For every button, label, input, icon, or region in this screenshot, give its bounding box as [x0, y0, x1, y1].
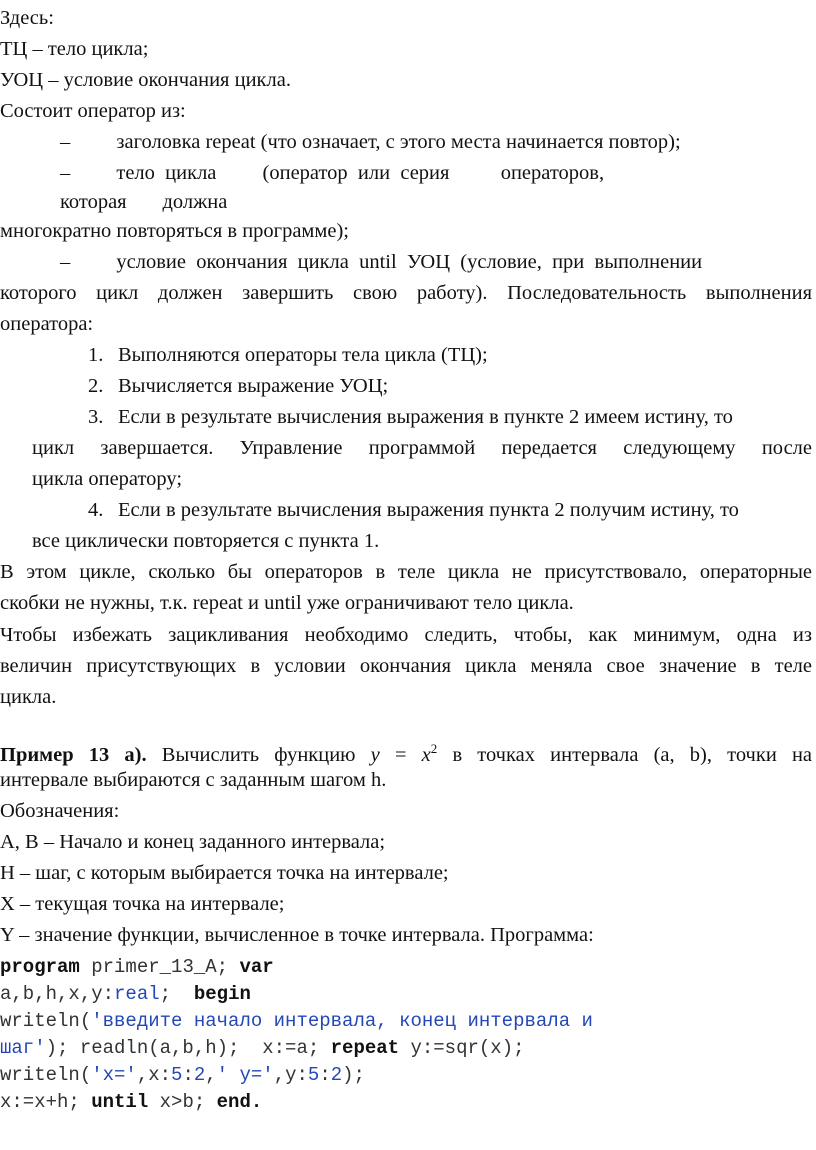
- code-writeln-2: writeln(: [0, 1064, 92, 1086]
- code-num-2: 2: [193, 1064, 206, 1086]
- intro-line-4: Состоит оператор из:: [0, 100, 186, 122]
- step-1-text: Выполняются операторы тела цикла (ТЦ);: [118, 344, 488, 366]
- para1-line-1: В этом цикле, сколько бы операторов в теле цикла не присутствовало, операторные: [0, 561, 812, 583]
- dash-item-body-3: многократно повторяться в программе);: [0, 220, 349, 242]
- notation-title: Обозначения:: [0, 800, 120, 822]
- step-4-text-2: все циклически повторяется с пункта 1.: [32, 530, 380, 552]
- step-3-number: 3.: [88, 406, 104, 428]
- dash-item-body-2: которая должна: [60, 191, 228, 213]
- code-colon-1: :: [182, 1064, 194, 1086]
- step-2-text: Вычисляется выражение УОЦ;: [118, 375, 389, 397]
- formula-x: x: [421, 743, 431, 766]
- para2-line-3: цикла.: [0, 686, 57, 708]
- code-line-6: [0, 1088, 262, 1116]
- example-label: Пример 13 а).: [0, 743, 147, 766]
- example-line-1: [0, 735, 812, 769]
- step-4-text-1: Если в результате вычисления выражения пункта 2 получим истину, то: [118, 499, 739, 521]
- code-string-y: ' y=': [216, 1064, 274, 1086]
- dash-item-until-1: – условие окончания цикла until УОЦ (условие, при выполнении: [60, 251, 703, 273]
- code-keyword-begin: begin: [193, 983, 251, 1005]
- code-line-1: [0, 953, 274, 981]
- code-sep: ;: [159, 983, 194, 1005]
- code-string-prompt-1: 'введите начало интервала, конец интервала и: [91, 1010, 593, 1032]
- code-string-prompt-2: шаг': [0, 1037, 46, 1059]
- example-text-a: Вычислить функцию: [146, 743, 371, 766]
- notation-item-h: H – шаг, с которым выбирается точка на интервале;: [0, 862, 449, 884]
- step-2-number: 2.: [88, 375, 104, 397]
- step-1-number: 1.: [88, 344, 104, 366]
- code-keyword-end: end: [216, 1091, 251, 1113]
- code-keyword-repeat: repeat: [330, 1037, 400, 1059]
- formula-y: y: [370, 743, 380, 766]
- code-close-paren: );: [342, 1064, 365, 1086]
- code-line-5: [0, 1061, 365, 1089]
- dash-item-until-3: оператора:: [0, 313, 94, 335]
- code-string-x: 'x=': [91, 1064, 137, 1086]
- code-type-real: real: [114, 983, 160, 1005]
- example-text-b: в точках интервала (a, b), точки на: [437, 743, 813, 766]
- notation-item-y: Y – значение функции, вычисленное в точке интервала. Программа:: [0, 924, 594, 946]
- code-line-2: [0, 980, 251, 1008]
- code-sqr: y:=sqr(x);: [399, 1037, 525, 1059]
- dash-item-header: – заголовка repeat (что означает, с этого места начинается повтор);: [60, 131, 681, 153]
- code-program-name: primer_13_A;: [79, 956, 240, 978]
- code-keyword-until: until: [91, 1091, 149, 1113]
- code-condition: x>b;: [148, 1091, 217, 1113]
- intro-line-2: ТЦ – тело цикла;: [0, 38, 149, 60]
- example-line-2: интервале выбираются с заданным шагом h.: [0, 769, 387, 791]
- code-line-4: [0, 1034, 525, 1062]
- code-var-list: a,b,h,x,y:: [0, 983, 115, 1005]
- intro-line-1: Здесь:: [0, 7, 54, 29]
- code-comma: ,: [205, 1064, 217, 1086]
- code-keyword-var: var: [239, 956, 274, 978]
- code-fmt-x: ,x:: [136, 1064, 172, 1086]
- step-3-text-2: цикл завершается. Управление программой передается следующему после: [32, 437, 812, 459]
- code-line-3: [0, 1007, 593, 1035]
- para2-line-1: Чтобы избежать зацикливания необходимо следить, чтобы, как минимум, одна из: [0, 624, 812, 646]
- formula-exponent: 2: [430, 741, 438, 756]
- step-3-text-1: Если в результате вычисления выражения в пункте 2 имеем истину, то: [118, 406, 733, 428]
- formula-eq: =: [379, 743, 422, 766]
- dash-item-body-1: – тело цикла (оператор или серия операторов,: [60, 162, 605, 184]
- para1-line-2: скобки не нужны, т.к. repeat и until уже ограничивают тело цикла.: [0, 592, 574, 614]
- code-keyword-program: program: [0, 956, 80, 978]
- code-increment: x:=x+h;: [0, 1091, 92, 1113]
- code-num-3: 5: [307, 1064, 320, 1086]
- dash-item-until-2: которого цикл должен завершить свою работу). Последовательность выполнения: [0, 282, 812, 304]
- step-4-number: 4.: [88, 499, 104, 521]
- code-end-dot: .: [250, 1091, 263, 1113]
- para2-line-2: величин присутствующих в условии окончания цикла меняла свое значение в теле: [0, 655, 812, 677]
- intro-line-3: УОЦ – условие окончания цикла.: [0, 69, 291, 91]
- code-fmt-y: ,y:: [273, 1064, 308, 1086]
- code-num-1: 5: [171, 1064, 183, 1086]
- notation-item-ab: A, B – Начало и конец заданного интервала;: [0, 831, 386, 853]
- notation-item-x: X – текущая точка на интервале;: [0, 893, 285, 915]
- step-3-text-3: цикла оператору;: [32, 468, 183, 490]
- code-num-4: 2: [330, 1064, 343, 1086]
- code-writeln-1: writeln(: [0, 1010, 92, 1032]
- code-colon-2: :: [319, 1064, 331, 1086]
- code-readln: ); readln(a,b,h); x:=a;: [45, 1037, 331, 1059]
